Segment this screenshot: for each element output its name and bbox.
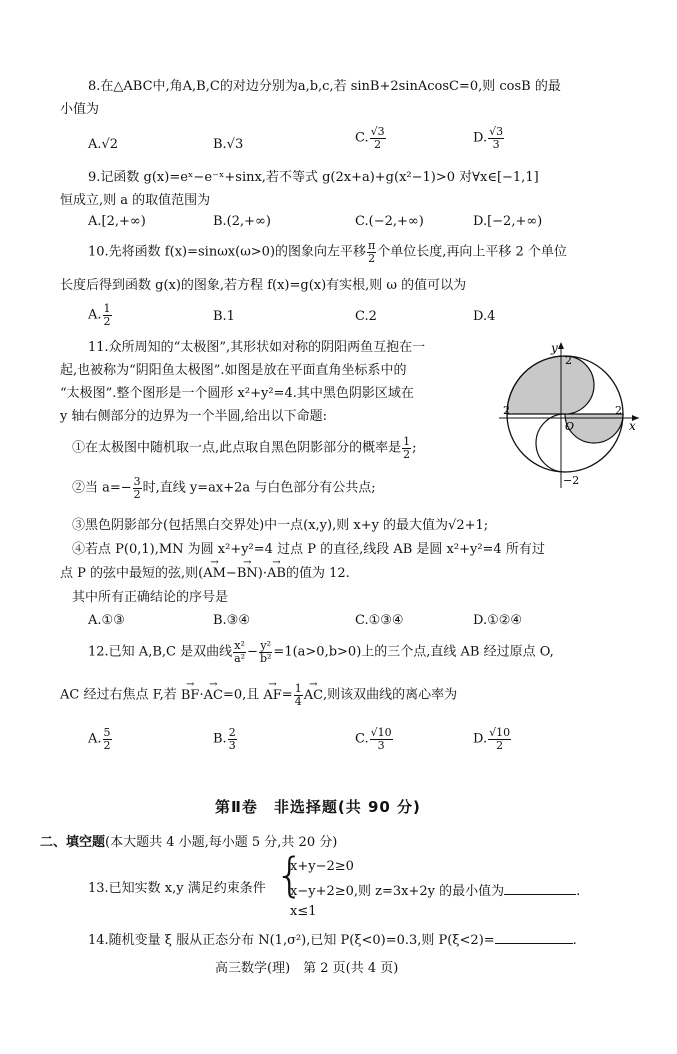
q10-line1: 10.先将函数 f(x)=sinωx(ω>0)的图象向左平移 $\frac{\pi}{2}$ 个单位长度,再向上平移 2 个单位 — [88, 239, 567, 265]
q11-line3: “太极图”.整个图形是一个圆形 x²+y²=4.其中黑色阴影区域在 — [60, 386, 414, 401]
q12-quarter-fraction: $\frac{1}{4}$ — [294, 682, 302, 708]
q10-shift-fraction: $\frac{\pi}{2}$ — [368, 239, 376, 265]
q10-option-b: B.1 — [213, 309, 235, 324]
q10-option-c: C.2 — [355, 309, 377, 324]
vector-bf: → BF — [181, 689, 200, 702]
q11-option-c: C.①③④ — [355, 613, 404, 628]
vector-ac-2: → AC — [304, 689, 323, 702]
q13-constraint-3: x≤1 — [290, 904, 317, 919]
q11-proposition-4-line2: 点 P 的弦中最短的弦,则(→ AM−→ BN)·→ AB的值为 12. — [60, 567, 350, 580]
q11-proposition-1: ①在太极图中随机取一点,此点取自黑色阴影部分的概率是 $\frac{1}{2}$ ; — [72, 435, 417, 461]
q14-answer-blank[interactable] — [495, 931, 573, 944]
page-footer: 高三数学(理) 第 2 页(共 4 页) — [215, 961, 399, 976]
q11-line4: y 轴右侧部分的边界为一个半圆,给出以下命题: — [60, 409, 327, 424]
vector-ac: → AC — [204, 689, 223, 702]
q11-p2-fraction: $\frac{3}{2}$ — [133, 475, 141, 501]
y-axis-arrow — [558, 342, 564, 349]
q8-line2: 小值为 — [60, 102, 100, 117]
right-tick-label: 2 — [615, 404, 622, 417]
q8-d-fraction: $\frac{√3}{3}$ — [489, 125, 504, 151]
y-axis-label: y — [551, 341, 558, 355]
q13-brace: { — [275, 848, 305, 902]
q12-line1: 12.已知 A,B,C 是双曲线 $\frac{\text{x²}}{\text{a²}}$ − $\frac{\text{y²}}{\text{b²}}$ =1(a>0,b>0)上的三个点,直线 AB 经过原点 O, — [88, 639, 554, 665]
q8-d-label: D. — [473, 130, 488, 146]
q12-option-d: D. $\frac{√10}{2}$ — [473, 726, 511, 752]
q12-x-fraction: $\frac{\text{x²}}{\text{a²}}$ — [234, 639, 246, 665]
vector-am: → AM — [203, 567, 226, 580]
q8-option-d — [473, 126, 505, 150]
q13-answer-blank[interactable] — [504, 882, 576, 895]
q9-option-c: C.(−2,+∞) — [355, 214, 424, 229]
q11-p1-fraction: $\frac{1}{2}$ — [403, 435, 411, 461]
q12-a-fraction: $\frac{5}{2}$ — [103, 726, 111, 752]
q11-question: 其中所有正确结论的序号是 — [72, 590, 229, 605]
q13-constraint-2-line: x−y+2≥0,则 z=3x+2y 的最小值为 . — [290, 884, 581, 899]
q11-proposition-3: ③黑色阴影部分(包括黑白交界处)中一点(x,y),则 x+y 的最大值为√2+1; — [72, 518, 489, 533]
q9-option-b: B.(2,+∞) — [213, 214, 271, 229]
fill-blank-title: 二、填空题 — [40, 835, 106, 850]
q8-line1: 8.在△ABC中,角A,B,C的对边分别为a,b,c,若 sinB+2sinAcosC=0,则 cosB 的最 — [88, 79, 561, 94]
q12-option-b: B. $\frac{2}{3}$ — [213, 726, 236, 752]
q8-c-fraction: $\frac{√3}{2}$ — [370, 125, 385, 151]
q11-proposition-2: ②当 a=− $\frac{3}{2}$ 时,直线 y=ax+2a 与白色部分有公共点; — [72, 475, 376, 501]
q9-line2: 恒成立,则 a 的取值范围为 — [60, 193, 211, 208]
origin-label: O — [565, 420, 575, 433]
q10-a-fraction: $\frac{1}{2}$ — [103, 302, 111, 328]
q14-line: 14.随机变量 ξ 服从正态分布 N(1,σ²),已知 P(ξ<0)=0.3,则 P(ξ<2)= . — [88, 933, 577, 948]
q12-b-fraction: $\frac{2}{3}$ — [228, 726, 236, 752]
q9-option-a: A.[2,+∞) — [88, 214, 146, 229]
q11-option-d: D.①②④ — [473, 613, 523, 628]
q8-c-label: C. — [355, 130, 369, 146]
q8-option-a: A.√2 — [88, 137, 119, 152]
q11-proposition-4-line1: ④若点 P(0,1),MN 为圆 x²+y²=4 过点 P 的直径,线段 AB 是圆 x²+y²=4 所有过 — [72, 542, 545, 557]
vector-bn: → BN — [237, 567, 258, 580]
q12-option-a: A. $\frac{5}{2}$ — [88, 726, 111, 752]
q13-constraint-1: x+y−2≥0 — [290, 859, 354, 874]
q11-option-a: A.①③ — [88, 613, 125, 628]
q9-line1: 9.记函数 g(x)=eˣ−e⁻ˣ+sinx,若不等式 g(2x+a)+g(x²−1)>0 对∀x∈[−1,1] — [88, 170, 539, 185]
fill-blank-note: (本大题共 4 小题,每小题 5 分,共 20 分) — [105, 835, 338, 850]
q12-y-fraction: $\frac{\text{y²}}{\text{b²}}$ — [259, 639, 272, 665]
x-axis-label: x — [629, 419, 636, 433]
q11-line1: 11.众所周知的“太极图”,其形状如对称的阴阳两鱼互抱在一 — [88, 340, 426, 355]
taiji-figure — [495, 338, 645, 490]
vector-af: → AF — [263, 689, 281, 702]
q11-option-b: B.③④ — [213, 613, 250, 628]
q11-line2: 起,也被称为“阴阳鱼太极图”.如图是放在平面直角坐标系中的 — [60, 363, 407, 378]
q12-c-fraction: $\frac{√10}{3}$ — [370, 726, 392, 752]
q8-option-b: B.√3 — [213, 137, 244, 152]
section-2-title: 第Ⅱ卷 非选择题(共 90 分) — [215, 798, 421, 816]
q9-option-d: D.[−2,+∞) — [473, 214, 543, 229]
q8-option-c — [355, 126, 387, 150]
q12-d-fraction: $\frac{√10}{2}$ — [489, 726, 511, 752]
q10-line2: 长度后得到函数 g(x)的图象,若方程 f(x)=g(x)有实根,则 ω 的值可以为 — [60, 278, 467, 293]
q12-line2: AC 经过右焦点 F,若 → BF·→ AC=0,且 → AF= $\frac{1}{4}$ → AC,则该双曲线的离心率为 — [60, 683, 457, 707]
left-tick-label: 2 — [503, 404, 510, 417]
q10-option-a: A. $\frac{1}{2}$ — [88, 302, 111, 328]
vector-ab: → AB — [267, 567, 286, 580]
q10-option-d: D.4 — [473, 309, 496, 324]
q12-option-c: C. $\frac{√10}{3}$ — [355, 726, 392, 752]
bottom-tick-label: −2 — [563, 474, 580, 487]
q13-prefix: 13.已知实数 x,y 满足约束条件 — [88, 881, 266, 896]
top-tick-label: 2 — [565, 354, 572, 367]
